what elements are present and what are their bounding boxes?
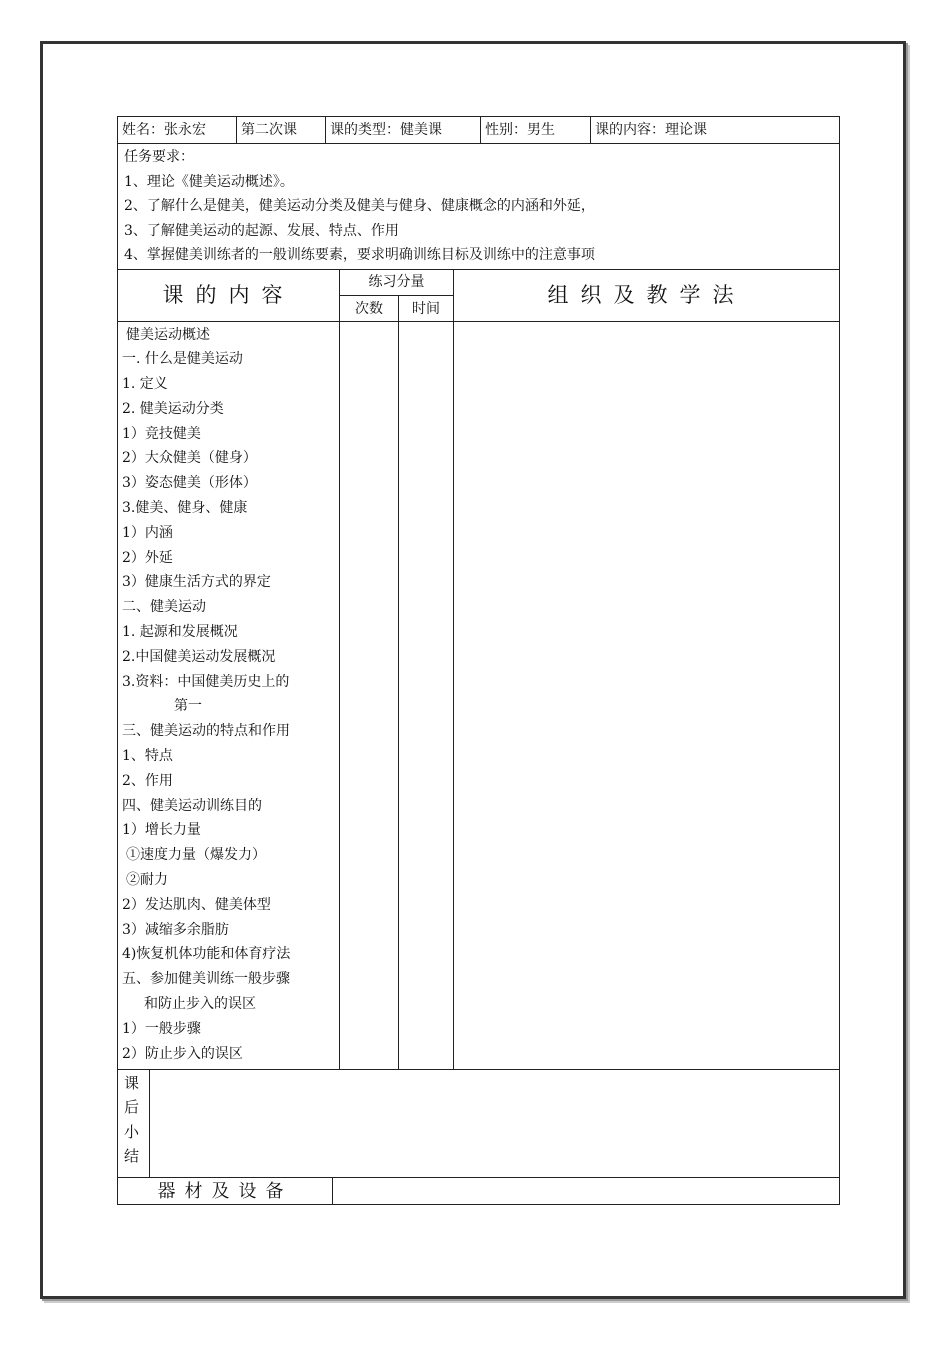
outline-line: 1）内涵 (122, 524, 173, 541)
after-class-summary-row (117, 1069, 840, 1177)
summary-label-char: 结 (124, 1147, 140, 1165)
lesson-number-cell: 第二次课 (236, 117, 325, 143)
practice-header (339, 270, 453, 321)
column-header-row (117, 269, 840, 321)
outline-line: 2. 健美运动分类 (122, 400, 224, 417)
outline-line: 和防止步入的误区 (144, 996, 256, 1013)
outline-line: 健美运动概述 (126, 326, 210, 343)
teaching-method-column (453, 322, 839, 1069)
lesson-type-cell: 课的类型：健美课 (325, 117, 480, 143)
course-content-header: 课的内容 (162, 283, 295, 307)
time-column (398, 322, 453, 1069)
outline-line: 三、健美运动的特点和作用 (122, 723, 290, 740)
info-row (117, 116, 840, 143)
outline-line: 1. 起源和发展概况 (122, 624, 238, 641)
summary-label (118, 1070, 149, 1177)
outline-line: 五、参加健美训练一般步骤 (122, 971, 290, 988)
task-item: 2、了解什么是健美，健美运动分类及健美与健身、健康概念的内涵和外延， (124, 198, 595, 214)
task-requirements (117, 143, 840, 269)
outline-line: 1）竞技健美 (122, 425, 201, 442)
time-header: 时间 (398, 296, 453, 321)
outline-line: 3）减缩多余脂肪 (122, 921, 229, 938)
summary-label-char: 后 (124, 1098, 140, 1116)
equipment-row (117, 1177, 840, 1205)
outline-line: 2）外延 (122, 549, 173, 566)
outline-line: 3.健美、健身、健康 (122, 500, 248, 517)
count-header: 次数 (354, 300, 383, 317)
task-item: 4、掌握健美训练者的一般训练要素，要求明确训练目标及训练中的注意事项 (124, 247, 595, 263)
outline-line: 2.中国健美运动发展概况 (122, 648, 276, 665)
outline-line: 2）发达肌肉、健美体型 (122, 896, 271, 913)
outline-line: 4)恢复机体功能和体育疗法 (122, 946, 291, 963)
summary-label-char: 小 (124, 1122, 140, 1141)
outline-line: 1）一般步骤 (122, 1020, 201, 1037)
task-item: 1、理论《健美运动概述》。 (124, 173, 294, 190)
outline-line: 二、健美运动 (122, 599, 206, 616)
outline-line: 一. 什么是健美运动 (122, 351, 243, 368)
outline-line: ①速度力量（爆发力） (126, 847, 266, 864)
outline-line: 1. 定义 (122, 376, 168, 393)
outline-line: 3）健康生活方式的界定 (122, 574, 271, 591)
outline-line: 2）防止步入的误区 (122, 1045, 243, 1062)
name-cell: 姓名：张永宏 (122, 122, 206, 138)
tasks-title: 任务要求： (124, 149, 194, 165)
summary-label-char: 课 (124, 1073, 140, 1092)
outline-line: 1、特点 (122, 748, 173, 765)
task-item: 3、了解健美运动的起源、发展、特点、作用 (124, 222, 399, 239)
lesson-content-cell: 课的内容：理论课 (590, 117, 839, 143)
content-body-row (117, 321, 840, 1069)
outline-line: ②耐力 (126, 872, 168, 889)
lesson-plan-table (117, 116, 840, 1205)
outline-line: 3.资料：中国健美历史上的 (122, 673, 290, 690)
outline-column (118, 322, 339, 1069)
outline-line: 第一 (174, 698, 202, 715)
teaching-method-header: 组织及教学法 (453, 270, 839, 321)
count-column (339, 322, 398, 1069)
gender-cell: 性别：男生 (480, 117, 590, 143)
outline-line: 2）大众健美（健身） (122, 450, 257, 467)
summary-content (149, 1070, 839, 1177)
outline-line: 3）姿态健美（形体） (122, 475, 257, 492)
outline-line: 2、作用 (122, 772, 173, 789)
practice-amount-header: 练习分量 (340, 270, 453, 296)
equipment-content (332, 1178, 839, 1204)
outline-line: 1）增长力量 (122, 822, 201, 839)
equipment-label: 器材及设备 (157, 1180, 293, 1202)
outline-line: 四、健美运动训练目的 (122, 797, 262, 814)
